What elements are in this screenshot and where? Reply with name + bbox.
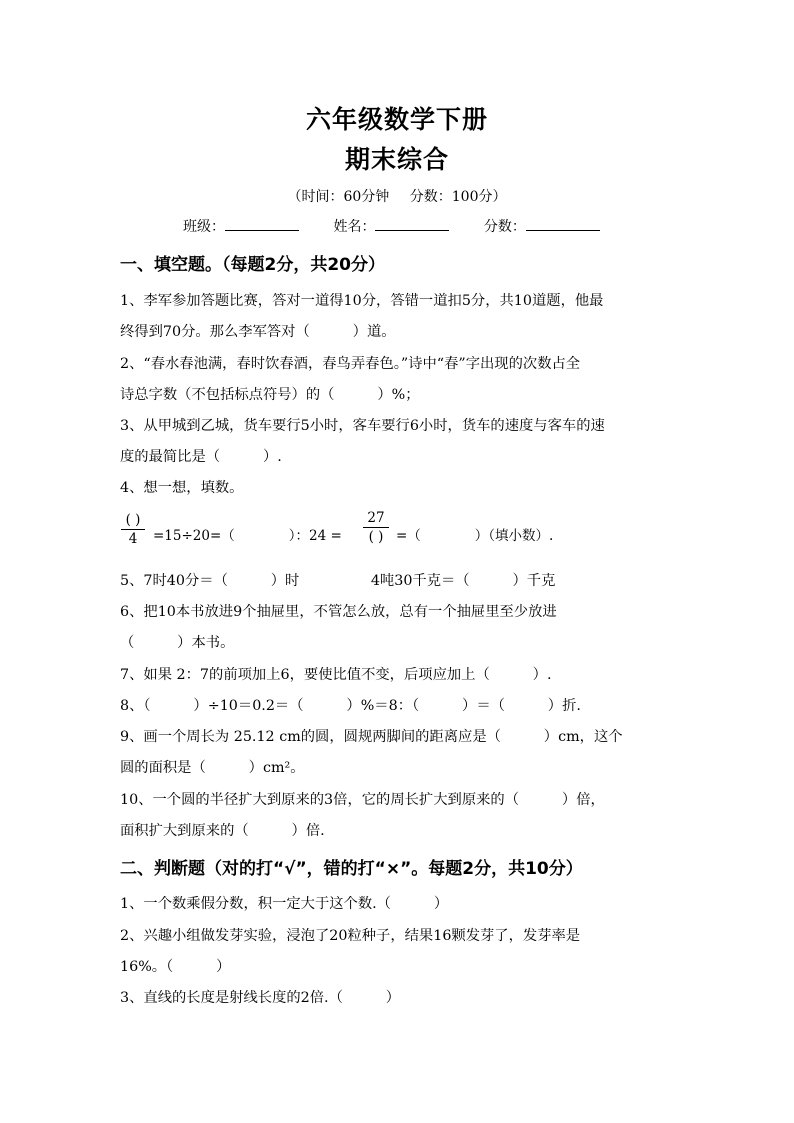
fraction-2-bar (363, 527, 389, 528)
question-line: 1、李军参加答题比赛，答对一道得10分，答错一道扣5分，共10道题，他最 (120, 293, 604, 309)
question-line: 3、直线的长度是射线长度的2倍.（ ） (120, 990, 401, 1006)
name-label: 姓名： (333, 219, 376, 235)
class-blank[interactable] (225, 218, 299, 231)
question-line: 诗总字数（不包括标点符号）的（ ）%； (120, 387, 420, 403)
question-line: 9、画一个周长为 25.12 cm的圆，圆规两脚间的距离应是（ ）cm，这个 (120, 729, 623, 745)
question-line: 2、“春水春池满，春时饮春酒，春鸟弄春色。”诗中“春”字出现的次数占全 (120, 356, 581, 372)
question-line: 度的最简比是（ ）. (120, 449, 282, 465)
question-line: 3、从甲城到乙城，货车要行5小时，客车要行6小时，货车的速度与客车的速 (120, 418, 605, 434)
section1-heading: 一、填空题。（每题2分，共20分） (120, 255, 385, 275)
question-line: 16%。（ ） (120, 959, 231, 975)
question-line: 10、一个圆的半径扩大到原来的3倍，它的周长扩大到原来的（ ）倍， (120, 792, 605, 808)
student-info (183, 216, 630, 236)
class-label: 班级： (183, 219, 225, 235)
question-line: 4、想一想，填数。 (120, 480, 244, 496)
score-blank[interactable] (526, 218, 600, 231)
time-info: （时间：60分钟 (287, 189, 390, 205)
score-info: 分数：100分） (409, 189, 507, 205)
question-line: 5、7时40分＝（ ）时 4吨30千克＝（ ）千克 (120, 573, 556, 589)
exam-meta (0, 186, 794, 206)
question-line: 2、兴趣小组做发芽实验，浸泡了20粒种子，结果16颗发芽了，发芽率是 (120, 928, 581, 944)
score-label: 分数： (483, 219, 526, 235)
equation-middle: =15÷20=（ ）：24 = (153, 528, 342, 544)
fraction-1-numerator: ( ) (125, 512, 141, 528)
name-blank[interactable] (375, 218, 449, 231)
equation-end: =（ ）（填小数）. (396, 528, 554, 544)
title-line2: 期末综合 (344, 145, 449, 174)
question-line: 6、把10本书放进9个抽屉里，不管怎么放，总有一个抽屉里至少放进 (120, 604, 557, 620)
title-line1: 六年级数学下册 (305, 105, 488, 134)
question-line: 7、如果 2：7的前项加上6，要使比值不变，后项应加上（ ）. (120, 667, 552, 683)
fraction-1-bar (121, 529, 145, 530)
question-line: 终得到70分。那么李军答对（ ）道。 (120, 324, 396, 340)
section2-heading: 二、判断题（对的打“√”，错的打“×”。每题2分，共10分） (120, 859, 583, 879)
fraction-2 (363, 510, 389, 545)
fraction-1-denominator: 4 (128, 531, 138, 547)
fraction-1 (121, 512, 145, 547)
question-line: 8、（ ）÷10＝0.2＝（ ）%＝8：（ ）＝（ ）折. (120, 698, 581, 714)
fraction-2-denominator: ( ) (368, 529, 384, 545)
question-line: （ ）本书。 (120, 635, 235, 651)
question-line: 面积扩大到原来的（ ）倍. (120, 823, 325, 839)
question-line: 圆的面积是（ ）cm²。 (120, 760, 305, 776)
fraction-2-numerator: 27 (367, 510, 385, 526)
question-line: 1、一个数乘假分数，积一定大于这个数.（ ） (120, 896, 449, 912)
